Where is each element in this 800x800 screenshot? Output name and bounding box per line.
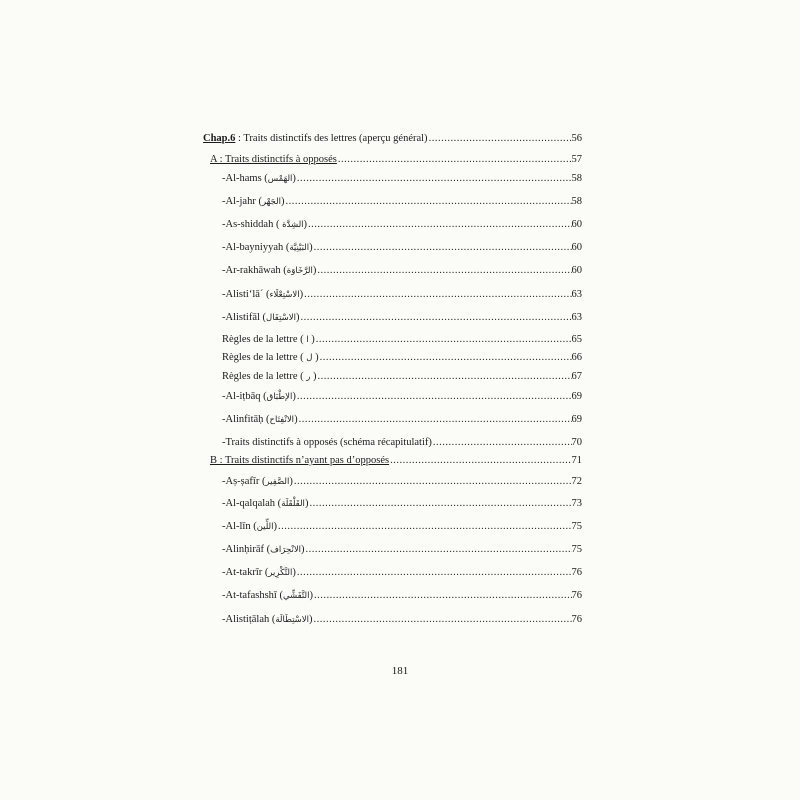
toc-item-row bbox=[222, 219, 582, 231]
arabic-term: الاسْتِطَالَة bbox=[275, 615, 309, 625]
dot-leader bbox=[314, 590, 572, 602]
arabic-term: اللِّين bbox=[256, 522, 274, 532]
toc-item-row bbox=[222, 371, 582, 383]
arabic-term: الشِدَّة bbox=[282, 220, 304, 230]
toc-item-row bbox=[222, 521, 582, 533]
chapter-entry bbox=[203, 133, 429, 145]
toc-item-page-number: 75 bbox=[571, 521, 582, 532]
toc-item-row bbox=[222, 414, 582, 426]
arabic-term: الانْفِتَاح bbox=[269, 415, 295, 425]
toc-item-row bbox=[222, 352, 582, 364]
dot-leader bbox=[304, 289, 571, 301]
toc-item-row bbox=[222, 567, 582, 579]
dot-leader bbox=[338, 154, 572, 166]
toc-item-row bbox=[222, 242, 582, 254]
arabic-term: الجَهْر bbox=[261, 197, 281, 207]
arabic-term: ل bbox=[306, 353, 313, 363]
dot-leader bbox=[297, 391, 572, 403]
toc-section-b-row bbox=[210, 455, 582, 467]
section-a-label: A : Traits distinctifs à opposés bbox=[210, 154, 337, 165]
toc-item-page-number: 63 bbox=[571, 312, 582, 323]
toc-item-page-number: 65 bbox=[571, 334, 582, 345]
dot-leader bbox=[299, 414, 572, 426]
dot-leader bbox=[318, 371, 572, 383]
dot-leader bbox=[294, 476, 572, 488]
toc-item-page-number: 60 bbox=[571, 265, 582, 276]
toc-item-row bbox=[222, 590, 582, 602]
toc-item-page-number: 58 bbox=[571, 173, 582, 184]
dot-leader bbox=[429, 133, 572, 145]
arabic-term: ر bbox=[306, 372, 311, 382]
toc-item-page-number: 67 bbox=[571, 371, 582, 382]
toc-item-label: -At-takrīr (التَّكْرِير) bbox=[222, 567, 296, 578]
toc-item-row bbox=[222, 544, 582, 556]
toc-item-row bbox=[222, 614, 582, 626]
dot-leader bbox=[297, 567, 572, 579]
toc-item-page-number: 58 bbox=[571, 196, 582, 207]
toc-item-label: -Alisti‘lā´ (الاسْتِعْلَاء) bbox=[222, 289, 304, 300]
toc-item-page-number: 63 bbox=[571, 289, 582, 300]
dot-leader bbox=[278, 521, 571, 533]
toc-item-page-number: 69 bbox=[571, 391, 582, 402]
toc-item-page-number: 66 bbox=[571, 352, 582, 363]
toc-item-page-number: 70 bbox=[571, 437, 582, 448]
toc-item-page-number: 60 bbox=[571, 219, 582, 230]
toc-chapter-row bbox=[203, 133, 582, 145]
arabic-term: البَيْنِيَّة bbox=[289, 243, 310, 253]
toc-item-label: -Ar-rakhāwah (الرَّخَاوَة) bbox=[222, 265, 317, 276]
dot-leader bbox=[297, 173, 572, 185]
arabic-term: القَلْقَلَة bbox=[281, 499, 305, 509]
dot-leader bbox=[301, 312, 572, 324]
toc-item-row bbox=[222, 196, 582, 208]
toc-item-row bbox=[222, 289, 582, 301]
dot-leader bbox=[317, 265, 571, 277]
toc-item-page-number: 76 bbox=[571, 590, 582, 601]
dot-leader bbox=[433, 437, 572, 449]
arabic-term: التَّكْرِير bbox=[268, 568, 293, 578]
arabic-term: الصَّفِير bbox=[265, 477, 290, 487]
dot-leader bbox=[313, 614, 571, 626]
arabic-term: الهَمْس bbox=[267, 174, 293, 184]
toc-item-row bbox=[222, 334, 582, 346]
toc-item-page-number: 69 bbox=[571, 414, 582, 425]
toc-item-row bbox=[222, 265, 582, 277]
toc-item-label: -Al-iṭbāq (الإطْبَاق) bbox=[222, 391, 296, 402]
page-number: 181 bbox=[391, 665, 409, 677]
dot-leader bbox=[316, 334, 572, 346]
arabic-term: ا bbox=[306, 335, 309, 345]
dot-leader bbox=[286, 196, 572, 208]
toc-item-label: Règles de la lettre ( ل ) bbox=[222, 352, 319, 363]
dot-leader bbox=[306, 544, 572, 556]
toc-item-label: -As-shiddah ( الشِدَّة) bbox=[222, 219, 308, 230]
toc-item-label: -Al-bayniyyah (البَيْنِيَّة) bbox=[222, 242, 313, 253]
toc-item-page-number: 73 bbox=[571, 498, 582, 509]
toc-item-label: -Al-līn (اللِّين) bbox=[222, 521, 278, 532]
arabic-term: الاسْتِفَال bbox=[266, 313, 296, 323]
dot-leader bbox=[320, 352, 572, 364]
arabic-term: الانْحِرَاف bbox=[270, 545, 302, 555]
toc-item-row bbox=[222, 476, 582, 488]
toc-item-label: -Traits distinctifs à opposés (schéma récapitulatif) bbox=[222, 437, 432, 448]
chapter-label: Chap.6 bbox=[203, 133, 236, 144]
dot-leader bbox=[308, 219, 571, 231]
toc-item-label: -Al-jahr (الجَهْر) bbox=[222, 196, 285, 207]
toc-item-page-number: 60 bbox=[571, 242, 582, 253]
dot-leader bbox=[390, 455, 571, 467]
arabic-term: التَّفَشِّي bbox=[282, 591, 310, 601]
arabic-term: الإطْبَاق bbox=[266, 392, 293, 402]
section-b-label: B : Traits distinctifs n’ayant pas d’opposés bbox=[210, 455, 390, 466]
section-b-page-number: 71 bbox=[571, 455, 582, 466]
toc-item-label: -Alinfitāḥ (الانْفِتَاح) bbox=[222, 414, 298, 425]
toc-item-page-number: 72 bbox=[571, 476, 582, 487]
toc-item-label: -Alistifāl (الاسْتِفَال) bbox=[222, 312, 300, 323]
toc-item-label: -At-tafashshī (التَّفَشِّي) bbox=[222, 590, 313, 601]
toc-item-page-number: 75 bbox=[571, 544, 582, 555]
toc-item-label: Règles de la lettre ( ر ) bbox=[222, 371, 317, 382]
toc-item-row bbox=[222, 173, 582, 185]
chapter-title: : Traits distinctifs des lettres (aperçu général) bbox=[235, 133, 428, 144]
dot-leader bbox=[309, 498, 571, 510]
toc-section-a-row bbox=[210, 154, 582, 166]
toc-item-label: -Al-hams (الهَمْس) bbox=[222, 173, 296, 184]
arabic-term: الاسْتِعْلَاء bbox=[269, 290, 300, 300]
toc-item-label: -Alistiṭālah (الاسْتِطَالَة) bbox=[222, 614, 313, 625]
toc-item-label: -Aṣ-ṣafīr (الصَّفِير) bbox=[222, 476, 293, 487]
toc-item-row bbox=[222, 312, 582, 324]
arabic-term: الرَّخَاوَة bbox=[286, 266, 313, 276]
toc-item-page-number: 76 bbox=[571, 567, 582, 578]
toc-item-row bbox=[222, 391, 582, 403]
section-a-page-number: 57 bbox=[571, 154, 582, 165]
chapter-page-number: 56 bbox=[571, 133, 582, 144]
toc-item-page-number: 76 bbox=[571, 614, 582, 625]
toc-item-row bbox=[222, 498, 582, 510]
toc-item-row bbox=[222, 437, 582, 449]
toc-item-label: Règles de la lettre ( ا ) bbox=[222, 334, 315, 345]
toc-item-label: -Al-qalqalah (القَلْقَلَة) bbox=[222, 498, 309, 509]
dot-leader bbox=[314, 242, 572, 254]
toc-item-label: -Alinḥirāf (الانْحِرَاف) bbox=[222, 544, 305, 555]
